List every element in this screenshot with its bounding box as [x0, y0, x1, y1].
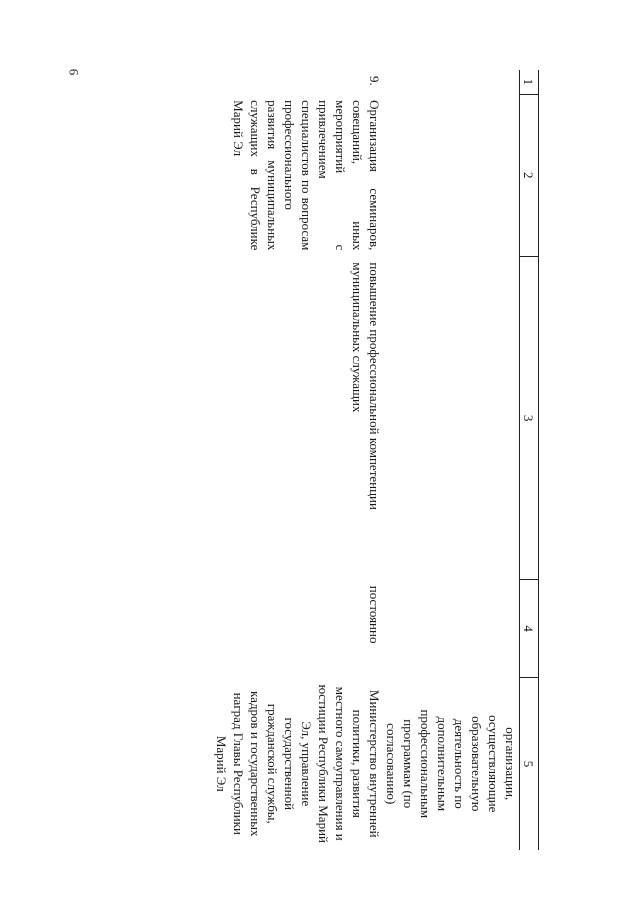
- cell-empty: [383, 580, 520, 678]
- cell-executor: организации, осуществляющие образовательную деятельность по дополнительным профессиональным программам (по согласованию): [384, 709, 518, 819]
- plan-table: [213, 70, 539, 850]
- cell-deadline: постоянно: [367, 585, 382, 644]
- column-header-3: 3: [520, 256, 539, 579]
- document-sheet: [99, 70, 539, 850]
- cell-empty: [383, 70, 520, 94]
- column-header-4: 4: [520, 580, 539, 678]
- cell-empty: [383, 94, 520, 256]
- cell-empty: [383, 256, 520, 579]
- table-row-continued: [383, 70, 520, 850]
- column-header-1: 1: [520, 70, 539, 94]
- cell-row-number: 9.: [367, 76, 382, 86]
- cell-activity: Организация семинаров, совещаний, иных мероприятий с привлечением специалистов по вопросам профессионального развития муниципальных служащих в Республике Марий Эл: [231, 100, 382, 251]
- column-header-2: 2: [520, 94, 539, 256]
- table-row-9: [213, 70, 383, 850]
- page-number: 6: [66, 68, 82, 76]
- cell-result: повышение профессиональной компетенции муниципальных служащих: [350, 262, 382, 510]
- cell-executor: Министерство внутренней политики, развития местного самоуправления и юстиции Республики Марий Эл, управление государственной гражданской службы, кадров и государственных наград Главы Республики Марий Эл: [214, 684, 382, 843]
- column-header-5: 5: [520, 678, 539, 850]
- table-header-row: [520, 70, 539, 850]
